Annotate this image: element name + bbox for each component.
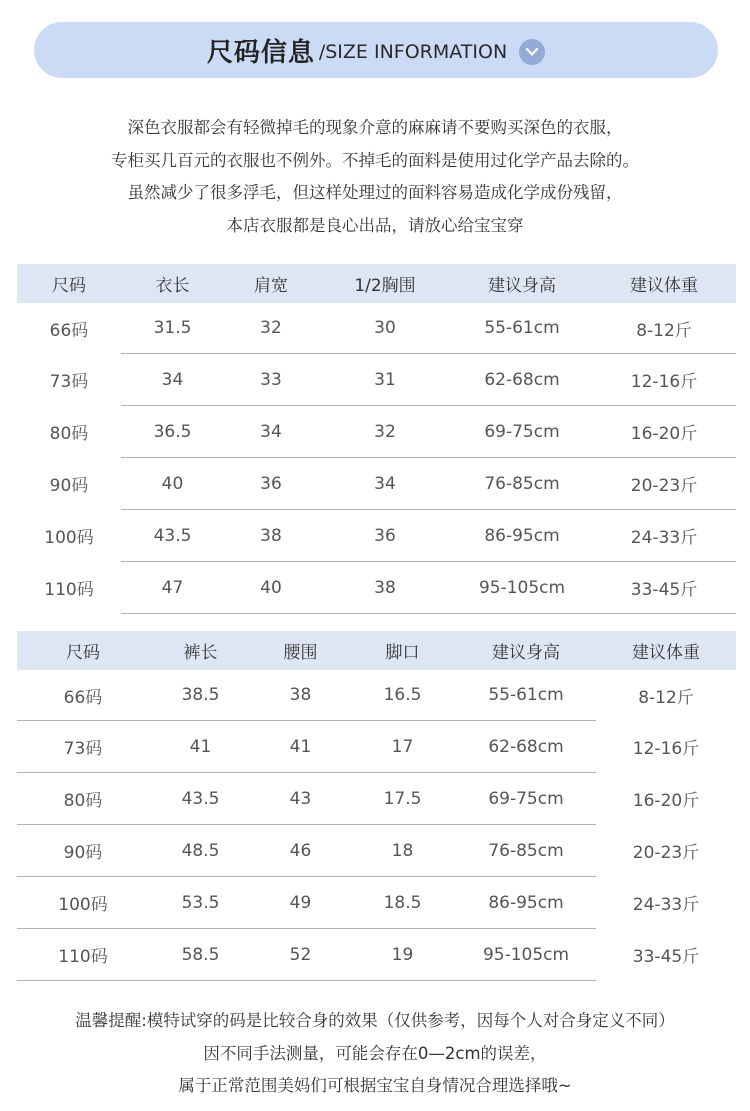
- table-row: [17, 562, 736, 614]
- bottom-size-table: [17, 631, 736, 981]
- column-header: 尺码: [17, 264, 121, 303]
- table-cell: 95-105cm: [456, 929, 596, 981]
- table-cell: 69-75cm: [456, 773, 596, 825]
- table-cell: 34: [318, 458, 452, 510]
- table-cell: 32: [318, 406, 452, 458]
- table-row: [17, 354, 736, 406]
- table-cell: 33: [224, 354, 318, 406]
- table-cell: 86-95cm: [456, 877, 596, 929]
- table-cell: 18: [349, 825, 456, 877]
- table-cell: 41: [252, 721, 349, 773]
- table-cell: 36: [318, 510, 452, 562]
- table-row: [17, 303, 736, 354]
- table-cell: 95-105cm: [452, 562, 592, 614]
- column-header: 脚口: [349, 631, 456, 670]
- table-cell: 110码: [44, 580, 94, 600]
- table-cell: 33-45斤: [592, 562, 736, 614]
- table-cell: 36: [224, 458, 318, 510]
- table-cell: 76-85cm: [452, 458, 592, 510]
- table-cell: 24-33斤: [592, 510, 736, 562]
- table-row: [17, 773, 736, 825]
- table-cell: 12-16斤: [632, 739, 700, 759]
- note-line: 因不同手法测量，可能会存在0—2cm的误差，: [203, 1043, 547, 1063]
- table-row: [17, 721, 736, 773]
- intro-line: 深色衣服都会有轻微掉毛的现象介意的麻麻请不要购买深色的衣服，: [127, 118, 623, 137]
- table-cell: 43: [252, 773, 349, 825]
- table-row: [17, 458, 736, 510]
- section-title-banner: [34, 22, 718, 78]
- intro-line: 专柜买几百元的衣服也不例外。不掉毛的面料是使用过化学产品去除的。: [111, 150, 639, 170]
- table-cell: 31: [318, 354, 452, 406]
- table-cell: 90码: [17, 825, 149, 877]
- table-cell: 48.5: [149, 825, 252, 877]
- column-header: 建议身高: [456, 631, 596, 670]
- table-cell: 100码: [44, 528, 94, 548]
- table-cell: 80码: [17, 773, 149, 825]
- table-cell: 55-61cm: [456, 670, 596, 721]
- intro-line: 本店衣服都是良心出品，请放心给宝宝穿: [226, 215, 524, 235]
- table-cell: 58.5: [149, 929, 252, 981]
- table-cell: 38: [318, 562, 452, 614]
- table-cell: 90码: [49, 476, 89, 496]
- table-cell: 32: [224, 303, 318, 354]
- table-cell: 43.5: [149, 773, 252, 825]
- table-row: [17, 825, 736, 877]
- table-cell: 34: [224, 406, 318, 458]
- column-header: 尺码: [17, 631, 149, 670]
- table-cell: 110码: [17, 929, 149, 981]
- table-cell: 38.5: [149, 670, 252, 721]
- intro-line: 虽然减少了很多浮毛，但这样处理过的面料容易造成化学成份残留，: [127, 183, 623, 202]
- table-cell: 62-68cm: [452, 354, 592, 406]
- table-cell: 19: [349, 929, 456, 981]
- table-cell: 38: [252, 670, 349, 721]
- table-cell: 36.5: [121, 406, 224, 458]
- table-cell: 12-16斤: [592, 354, 736, 406]
- column-header: 腰围: [252, 631, 349, 670]
- table-cell: 76-85cm: [456, 825, 596, 877]
- table-cell: 47: [121, 562, 224, 614]
- table-cell: 66码: [17, 670, 149, 721]
- table-cell: 100码: [17, 877, 149, 929]
- column-header: 建议身高: [452, 264, 592, 303]
- table-cell: 62-68cm: [456, 721, 596, 773]
- table-cell: 16-20斤: [592, 406, 736, 458]
- table-row: [17, 877, 736, 929]
- table-cell: 8-12斤: [592, 303, 736, 354]
- table-cell: 66码: [49, 320, 89, 341]
- note-line: 属于正常范围美妈们可根据宝宝自身情况合理选择哦~: [178, 1076, 572, 1095]
- table-cell: 40: [121, 458, 224, 510]
- note-line: 温馨提醒:模特试穿的码是比较合身的效果（仅供参考，因每个人对合身定义不同）: [75, 1011, 675, 1030]
- chevron-down-icon: [519, 39, 545, 65]
- table-cell: 43.5: [121, 510, 224, 562]
- column-header: 裤长: [149, 631, 252, 670]
- table-cell: 86-95cm: [452, 510, 592, 562]
- reminder-notes: [0, 1005, 750, 1103]
- table-cell: 73码: [49, 372, 89, 392]
- section-title: 尺码信息: [206, 37, 315, 68]
- table-cell: 16.5: [349, 670, 456, 721]
- table-cell: 38: [224, 510, 318, 562]
- table-header-row: [17, 264, 736, 303]
- table-cell: 33-45斤: [632, 947, 700, 967]
- intro-text: [0, 112, 750, 242]
- table-cell: 16-20斤: [632, 791, 700, 811]
- table-cell: 8-12斤: [638, 687, 694, 708]
- table-cell: 52: [252, 929, 349, 981]
- table-row: [17, 510, 736, 562]
- table-row: [17, 406, 736, 458]
- table-cell: 20-23斤: [632, 843, 700, 863]
- table-cell: 46: [252, 825, 349, 877]
- table-cell: 80码: [49, 424, 89, 444]
- table-cell: 18.5: [349, 877, 456, 929]
- table-cell: 30: [318, 303, 452, 354]
- table-cell: 40: [224, 562, 318, 614]
- section-subtitle: /SIZE INFORMATION: [318, 41, 508, 63]
- column-header: 衣长: [121, 264, 224, 303]
- table-cell: 34: [121, 354, 224, 406]
- table-row: [17, 670, 736, 721]
- table-cell: 73码: [17, 721, 149, 773]
- table-header-row: [17, 631, 736, 670]
- table-cell: 17.5: [349, 773, 456, 825]
- table-cell: 55-61cm: [452, 303, 592, 354]
- table-row: [17, 929, 736, 981]
- column-header: 1/2胸围: [318, 264, 452, 303]
- table-cell: 20-23斤: [592, 458, 736, 510]
- column-header: 肩宽: [224, 264, 318, 303]
- table-cell: 41: [149, 721, 252, 773]
- table-cell: 53.5: [149, 877, 252, 929]
- table-cell: 69-75cm: [452, 406, 592, 458]
- table-cell: 17: [349, 721, 456, 773]
- column-header: 建议体重: [592, 264, 736, 303]
- table-cell: 31.5: [121, 303, 224, 354]
- table-cell: 24-33斤: [632, 895, 700, 915]
- table-cell: 49: [252, 877, 349, 929]
- column-header: 建议体重: [596, 631, 736, 670]
- top-size-table: [17, 264, 736, 614]
